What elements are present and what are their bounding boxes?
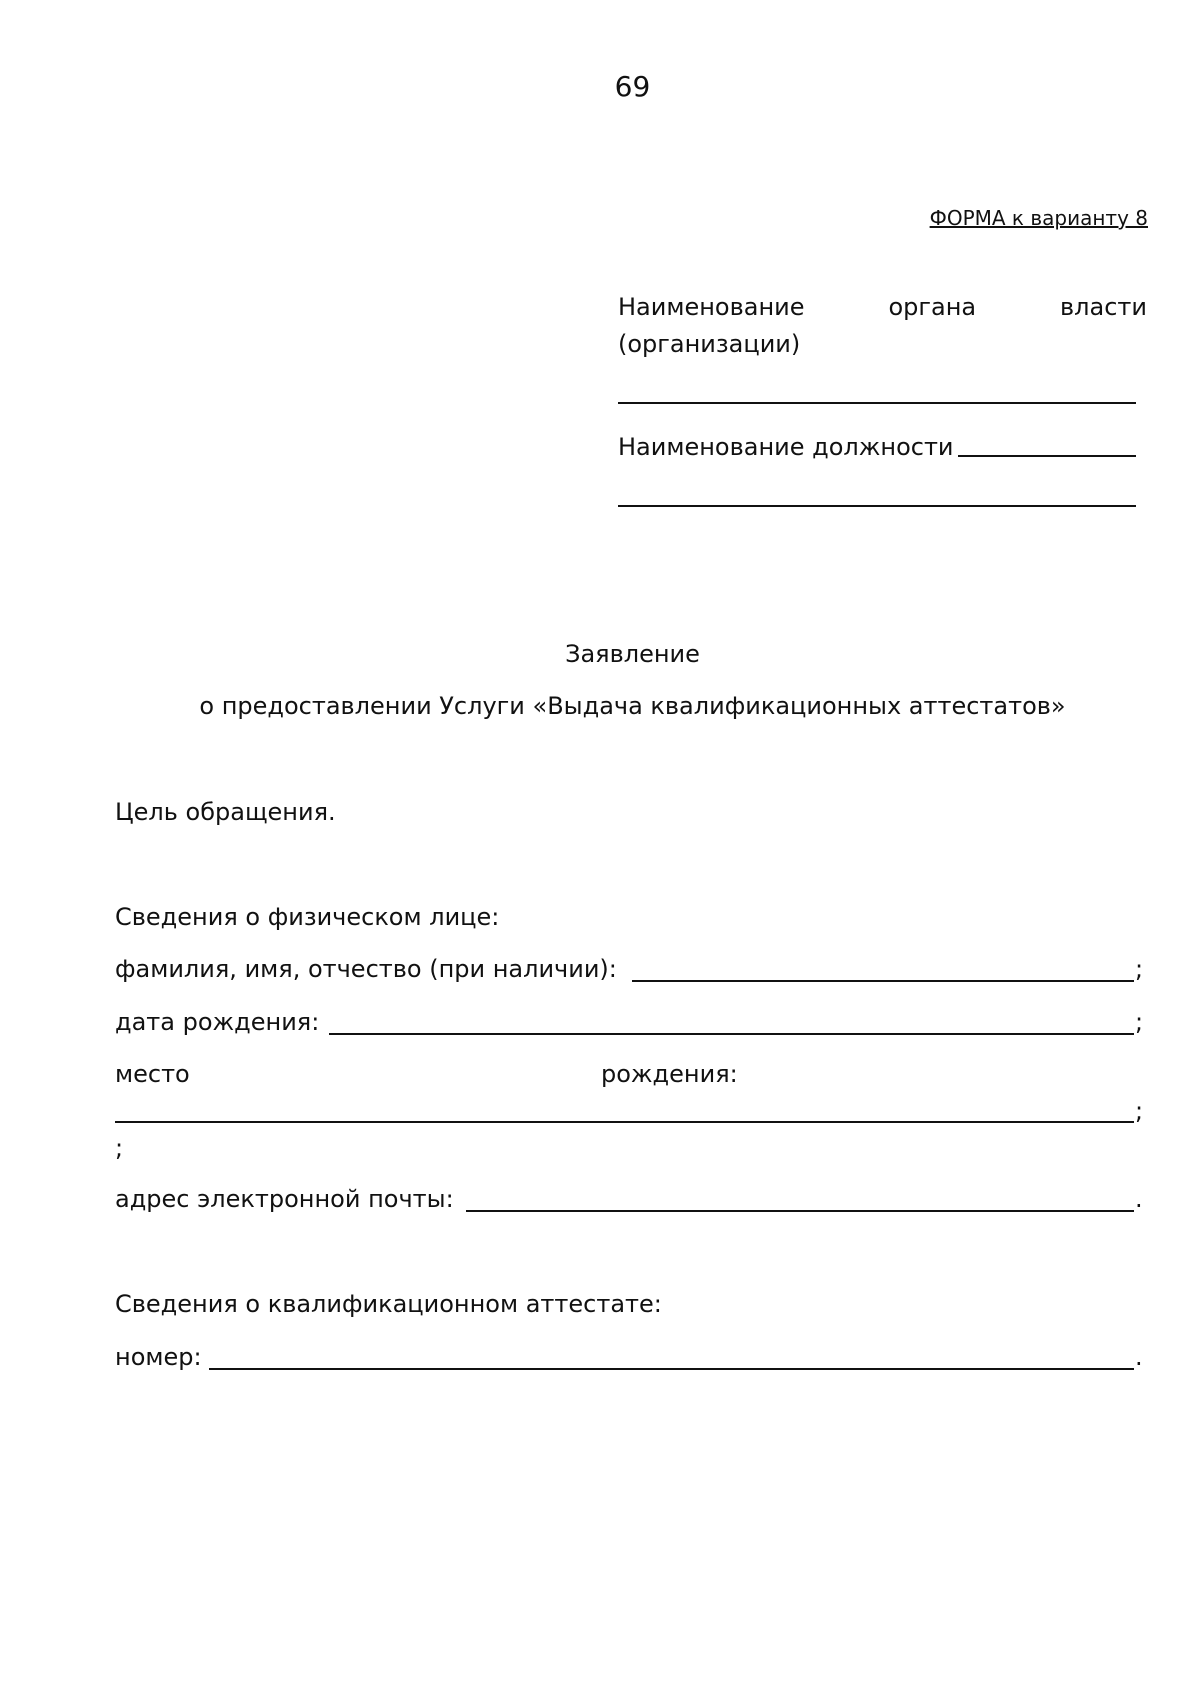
position-blank-2[interactable]	[618, 505, 1136, 507]
email-blank[interactable]	[466, 1210, 1134, 1212]
org-word-2: органа	[888, 293, 977, 321]
birth-place-blank[interactable]	[115, 1121, 1134, 1123]
certificate-section-heading: Сведения о квалификационном аттестате:	[115, 1290, 662, 1318]
email-period: .	[1135, 1185, 1143, 1213]
addressee-org-label	[618, 289, 1147, 363]
certificate-number-period: .	[1135, 1343, 1143, 1371]
purpose-label: Цель обращения.	[115, 798, 336, 826]
form-reference: ФОРМА к варианту 8	[929, 206, 1148, 230]
birth-place-semicolon: ;	[1135, 1097, 1144, 1125]
birth-date-blank[interactable]	[329, 1033, 1134, 1035]
birth-place-word-1: место	[115, 1060, 190, 1088]
email-label: адрес электронной почты:	[115, 1185, 454, 1213]
org-name-line	[618, 289, 1147, 326]
fio-label: фамилия, имя, отчество (при наличии):	[115, 955, 617, 983]
fio-semicolon: ;	[1135, 955, 1144, 983]
document-title: Заявление	[565, 640, 700, 668]
org-name-blank[interactable]	[618, 402, 1136, 404]
document-subtitle: о предоставлении Услуги «Выдача квалификационных аттестатов»	[199, 692, 1066, 720]
certificate-number-blank[interactable]	[209, 1368, 1134, 1370]
org-word-1: Наименование	[618, 293, 805, 321]
fio-blank[interactable]	[632, 980, 1134, 982]
position-blank[interactable]	[958, 455, 1136, 457]
stray-semicolon: ;	[115, 1134, 124, 1162]
birth-date-semicolon: ;	[1135, 1008, 1144, 1036]
org-name-line-2: (организации)	[618, 330, 801, 358]
page-number: 69	[614, 70, 651, 103]
org-word-3: власти	[1060, 293, 1147, 321]
certificate-number-label: номер:	[115, 1343, 202, 1371]
person-section-heading: Сведения о физическом лице:	[115, 903, 500, 931]
birth-place-word-2: рождения:	[601, 1060, 738, 1088]
position-label: Наименование должности	[618, 433, 954, 461]
birth-date-label: дата рождения:	[115, 1008, 320, 1036]
